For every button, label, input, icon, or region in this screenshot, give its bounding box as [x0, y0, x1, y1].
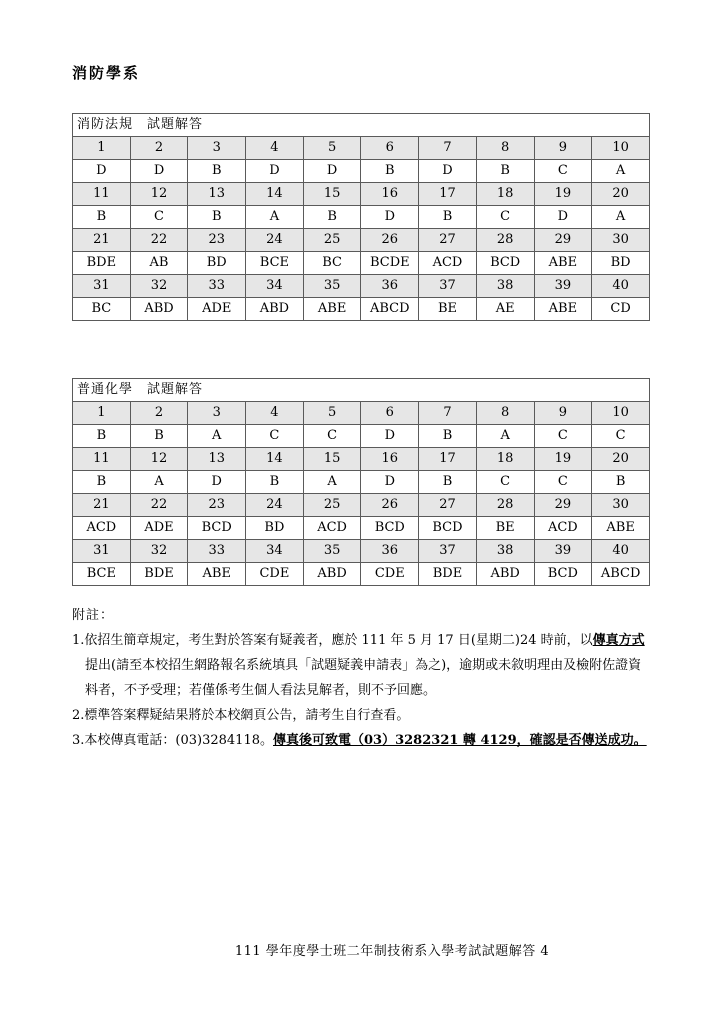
answer-cell: A: [592, 206, 650, 229]
question-number-cell: 18: [476, 448, 534, 471]
question-number-cell: 39: [534, 540, 592, 563]
question-number-cell: 11: [73, 183, 131, 206]
question-number-cell: 30: [592, 494, 650, 517]
answer-cell: BD: [246, 517, 304, 540]
table-body: [73, 379, 650, 586]
question-number-cell: 36: [361, 540, 419, 563]
table-subject-header-row: [73, 114, 650, 137]
question-number-cell: 17: [419, 183, 477, 206]
question-number-cell: 6: [361, 402, 419, 425]
question-number-cell: 27: [419, 229, 477, 252]
question-number-cell: 32: [130, 275, 188, 298]
answer-cell: BC: [73, 298, 131, 321]
note-emphasis-text: 傳真方式: [592, 633, 645, 648]
answer-cell: C: [476, 206, 534, 229]
note-emphasis-text: 傳真後可致電（03）3282321 轉 4129，確認是否傳送成功。: [273, 733, 647, 748]
question-number-row: [73, 275, 650, 298]
answer-cell: D: [361, 206, 419, 229]
question-number-row: [73, 229, 650, 252]
question-number-row: [73, 402, 650, 425]
answer-cell: ABE: [188, 563, 246, 586]
question-number-cell: 29: [534, 229, 592, 252]
question-number-cell: 3: [188, 137, 246, 160]
answer-cell: ABE: [534, 298, 592, 321]
question-number-cell: 4: [246, 402, 304, 425]
question-number-cell: 9: [534, 137, 592, 160]
question-number-cell: 40: [592, 540, 650, 563]
answer-cell: ADE: [130, 517, 188, 540]
question-number-cell: 12: [130, 448, 188, 471]
answer-cell: B: [73, 471, 131, 494]
question-number-cell: 26: [361, 494, 419, 517]
answer-cell: BCD: [419, 517, 477, 540]
notes-label: 附註：: [72, 608, 115, 623]
answer-cell: ABE: [303, 298, 361, 321]
question-number-cell: 13: [188, 183, 246, 206]
answer-cell: B: [303, 206, 361, 229]
question-number-cell: 40: [592, 275, 650, 298]
question-number-cell: 28: [476, 229, 534, 252]
answer-cell: BE: [476, 517, 534, 540]
answer-cell: C: [130, 206, 188, 229]
answer-cell: A: [592, 160, 650, 183]
question-number-cell: 16: [361, 448, 419, 471]
question-number-row: [73, 448, 650, 471]
note-text: 標準答案釋疑結果將於本校網頁公告，請考生自行查看。: [84, 708, 410, 723]
question-number-cell: 8: [476, 137, 534, 160]
answer-cell: BD: [188, 252, 246, 275]
answer-cell: A: [246, 206, 304, 229]
answer-cell: C: [534, 471, 592, 494]
answer-cell: D: [361, 471, 419, 494]
answer-cell: D: [130, 160, 188, 183]
answer-cell: C: [303, 425, 361, 448]
answer-cell: B: [73, 206, 131, 229]
answer-cell: ABE: [592, 517, 650, 540]
answer-cell: BCDE: [361, 252, 419, 275]
answer-cell: AB: [130, 252, 188, 275]
question-number-row: [73, 183, 650, 206]
note-text: 依招生簡章規定，考生對於答案有疑義者，應於 111 年 5 月 17 日(星期二)24 時前，以: [84, 633, 593, 648]
question-number-cell: 36: [361, 275, 419, 298]
answer-row: [73, 160, 650, 183]
question-number-cell: 20: [592, 448, 650, 471]
question-number-cell: 8: [476, 402, 534, 425]
answer-cell: C: [592, 425, 650, 448]
question-number-cell: 15: [303, 448, 361, 471]
question-number-cell: 2: [130, 137, 188, 160]
question-number-cell: 27: [419, 494, 477, 517]
note-number: 3.: [72, 733, 85, 748]
answer-cell: C: [476, 471, 534, 494]
answer-cell: D: [246, 160, 304, 183]
answer-table-general-chemistry: [72, 378, 650, 586]
question-number-cell: 10: [592, 137, 650, 160]
answer-cell: ABD: [476, 563, 534, 586]
answer-cell: B: [361, 160, 419, 183]
answer-cell: ABD: [303, 563, 361, 586]
question-number-row: [73, 540, 650, 563]
answer-cell: D: [361, 425, 419, 448]
question-number-cell: 30: [592, 229, 650, 252]
answer-row: [73, 252, 650, 275]
answer-cell: B: [592, 471, 650, 494]
subject-header-cell: 普通化學 試題解答: [73, 379, 650, 402]
question-number-cell: 26: [361, 229, 419, 252]
question-number-cell: 1: [73, 402, 131, 425]
answer-cell: AE: [476, 298, 534, 321]
answer-cell: ABD: [246, 298, 304, 321]
answer-cell: CDE: [361, 563, 419, 586]
question-number-cell: 1: [73, 137, 131, 160]
question-number-cell: 22: [130, 229, 188, 252]
notes-section: [72, 603, 652, 753]
question-number-cell: 33: [188, 540, 246, 563]
question-number-cell: 21: [73, 229, 131, 252]
note-item: [72, 703, 652, 728]
answer-cell: ACD: [303, 517, 361, 540]
answer-cell: BDE: [73, 252, 131, 275]
question-number-cell: 6: [361, 137, 419, 160]
answer-cell: A: [476, 425, 534, 448]
answer-cell: B: [246, 471, 304, 494]
question-number-cell: 14: [246, 448, 304, 471]
answer-cell: B: [419, 206, 477, 229]
answer-cell: CDE: [246, 563, 304, 586]
table-body: [73, 114, 650, 321]
answer-cell: A: [303, 471, 361, 494]
answer-cell: B: [188, 160, 246, 183]
question-number-cell: 35: [303, 275, 361, 298]
question-number-cell: 18: [476, 183, 534, 206]
answer-cell: ACD: [73, 517, 131, 540]
answer-cell: D: [419, 160, 477, 183]
answer-cell: D: [303, 160, 361, 183]
answer-cell: ABCD: [592, 563, 650, 586]
answer-row: [73, 471, 650, 494]
answer-cell: A: [188, 425, 246, 448]
question-number-cell: 13: [188, 448, 246, 471]
question-number-cell: 37: [419, 275, 477, 298]
answer-table-fire-regulations: [72, 113, 650, 321]
answer-row: [73, 563, 650, 586]
question-number-cell: 25: [303, 229, 361, 252]
page-title: 消防學系: [72, 64, 141, 82]
answer-cell: D: [73, 160, 131, 183]
question-number-cell: 2: [130, 402, 188, 425]
answer-row: [73, 298, 650, 321]
answer-cell: A: [130, 471, 188, 494]
answer-cell: CD: [592, 298, 650, 321]
answer-cell: D: [534, 206, 592, 229]
answer-cell: B: [188, 206, 246, 229]
question-number-cell: 14: [246, 183, 304, 206]
answer-cell: BCD: [476, 252, 534, 275]
answer-cell: BD: [592, 252, 650, 275]
note-number: 1.: [72, 633, 85, 648]
question-number-cell: 38: [476, 540, 534, 563]
answer-cell: BCD: [361, 517, 419, 540]
answer-cell: BC: [303, 252, 361, 275]
question-number-row: [73, 137, 650, 160]
note-text: 本校傳真電話：(03)3284118。: [84, 733, 273, 748]
answer-cell: B: [476, 160, 534, 183]
answer-cell: C: [534, 160, 592, 183]
answer-cell: ABCD: [361, 298, 419, 321]
question-number-cell: 10: [592, 402, 650, 425]
question-number-cell: 7: [419, 137, 477, 160]
question-number-cell: 32: [130, 540, 188, 563]
question-number-cell: 33: [188, 275, 246, 298]
question-number-cell: 20: [592, 183, 650, 206]
question-number-cell: 11: [73, 448, 131, 471]
question-number-cell: 7: [419, 402, 477, 425]
question-number-cell: 17: [419, 448, 477, 471]
answer-cell: BDE: [419, 563, 477, 586]
question-number-cell: 37: [419, 540, 477, 563]
question-number-cell: 3: [188, 402, 246, 425]
question-number-cell: 23: [188, 229, 246, 252]
question-number-cell: 35: [303, 540, 361, 563]
subject-header-cell: 消防法規 試題解答: [73, 114, 650, 137]
note-number: 2.: [72, 708, 85, 723]
note-item: [72, 628, 652, 703]
question-number-cell: 31: [73, 275, 131, 298]
question-number-cell: 23: [188, 494, 246, 517]
question-number-cell: 34: [246, 275, 304, 298]
question-number-cell: 29: [534, 494, 592, 517]
answer-cell: ABD: [130, 298, 188, 321]
answer-cell: ACD: [419, 252, 477, 275]
question-number-cell: 15: [303, 183, 361, 206]
table-subject-header-row: [73, 379, 650, 402]
question-number-cell: 5: [303, 137, 361, 160]
question-number-cell: 21: [73, 494, 131, 517]
question-number-cell: 34: [246, 540, 304, 563]
question-number-cell: 12: [130, 183, 188, 206]
note-text: 提出(請至本校招生網路報名系統填具「試題疑義申請表」為之)，逾期或未敘明理由及檢附佐證資料者，不予受理；若僅係考生個人看法見解者，則不予回應。: [85, 658, 642, 698]
answer-cell: B: [419, 425, 477, 448]
page-footer: 111 學年度學士班二年制技術系入學考試試題解答 4: [234, 944, 550, 959]
answer-cell: B: [73, 425, 131, 448]
question-number-cell: 19: [534, 183, 592, 206]
question-number-cell: 39: [534, 275, 592, 298]
question-number-cell: 31: [73, 540, 131, 563]
question-number-cell: 25: [303, 494, 361, 517]
answer-row: [73, 425, 650, 448]
question-number-row: [73, 494, 650, 517]
answer-cell: C: [534, 425, 592, 448]
question-number-cell: 5: [303, 402, 361, 425]
answer-cell: ADE: [188, 298, 246, 321]
answer-cell: BE: [419, 298, 477, 321]
question-number-cell: 24: [246, 229, 304, 252]
answer-cell: C: [246, 425, 304, 448]
question-number-cell: 38: [476, 275, 534, 298]
answer-cell: BCD: [188, 517, 246, 540]
notes-list: [72, 628, 652, 753]
answer-cell: ACD: [534, 517, 592, 540]
answer-cell: ABE: [534, 252, 592, 275]
answer-cell: BCD: [534, 563, 592, 586]
answer-cell: BDE: [130, 563, 188, 586]
answer-cell: D: [188, 471, 246, 494]
answer-cell: B: [419, 471, 477, 494]
question-number-cell: 16: [361, 183, 419, 206]
answer-cell: B: [130, 425, 188, 448]
question-number-cell: 9: [534, 402, 592, 425]
question-number-cell: 4: [246, 137, 304, 160]
question-number-cell: 28: [476, 494, 534, 517]
question-number-cell: 19: [534, 448, 592, 471]
note-item: [72, 728, 652, 753]
answer-cell: BCE: [73, 563, 131, 586]
answer-cell: BCE: [246, 252, 304, 275]
question-number-cell: 24: [246, 494, 304, 517]
answer-row: [73, 206, 650, 229]
question-number-cell: 22: [130, 494, 188, 517]
answer-row: [73, 517, 650, 540]
